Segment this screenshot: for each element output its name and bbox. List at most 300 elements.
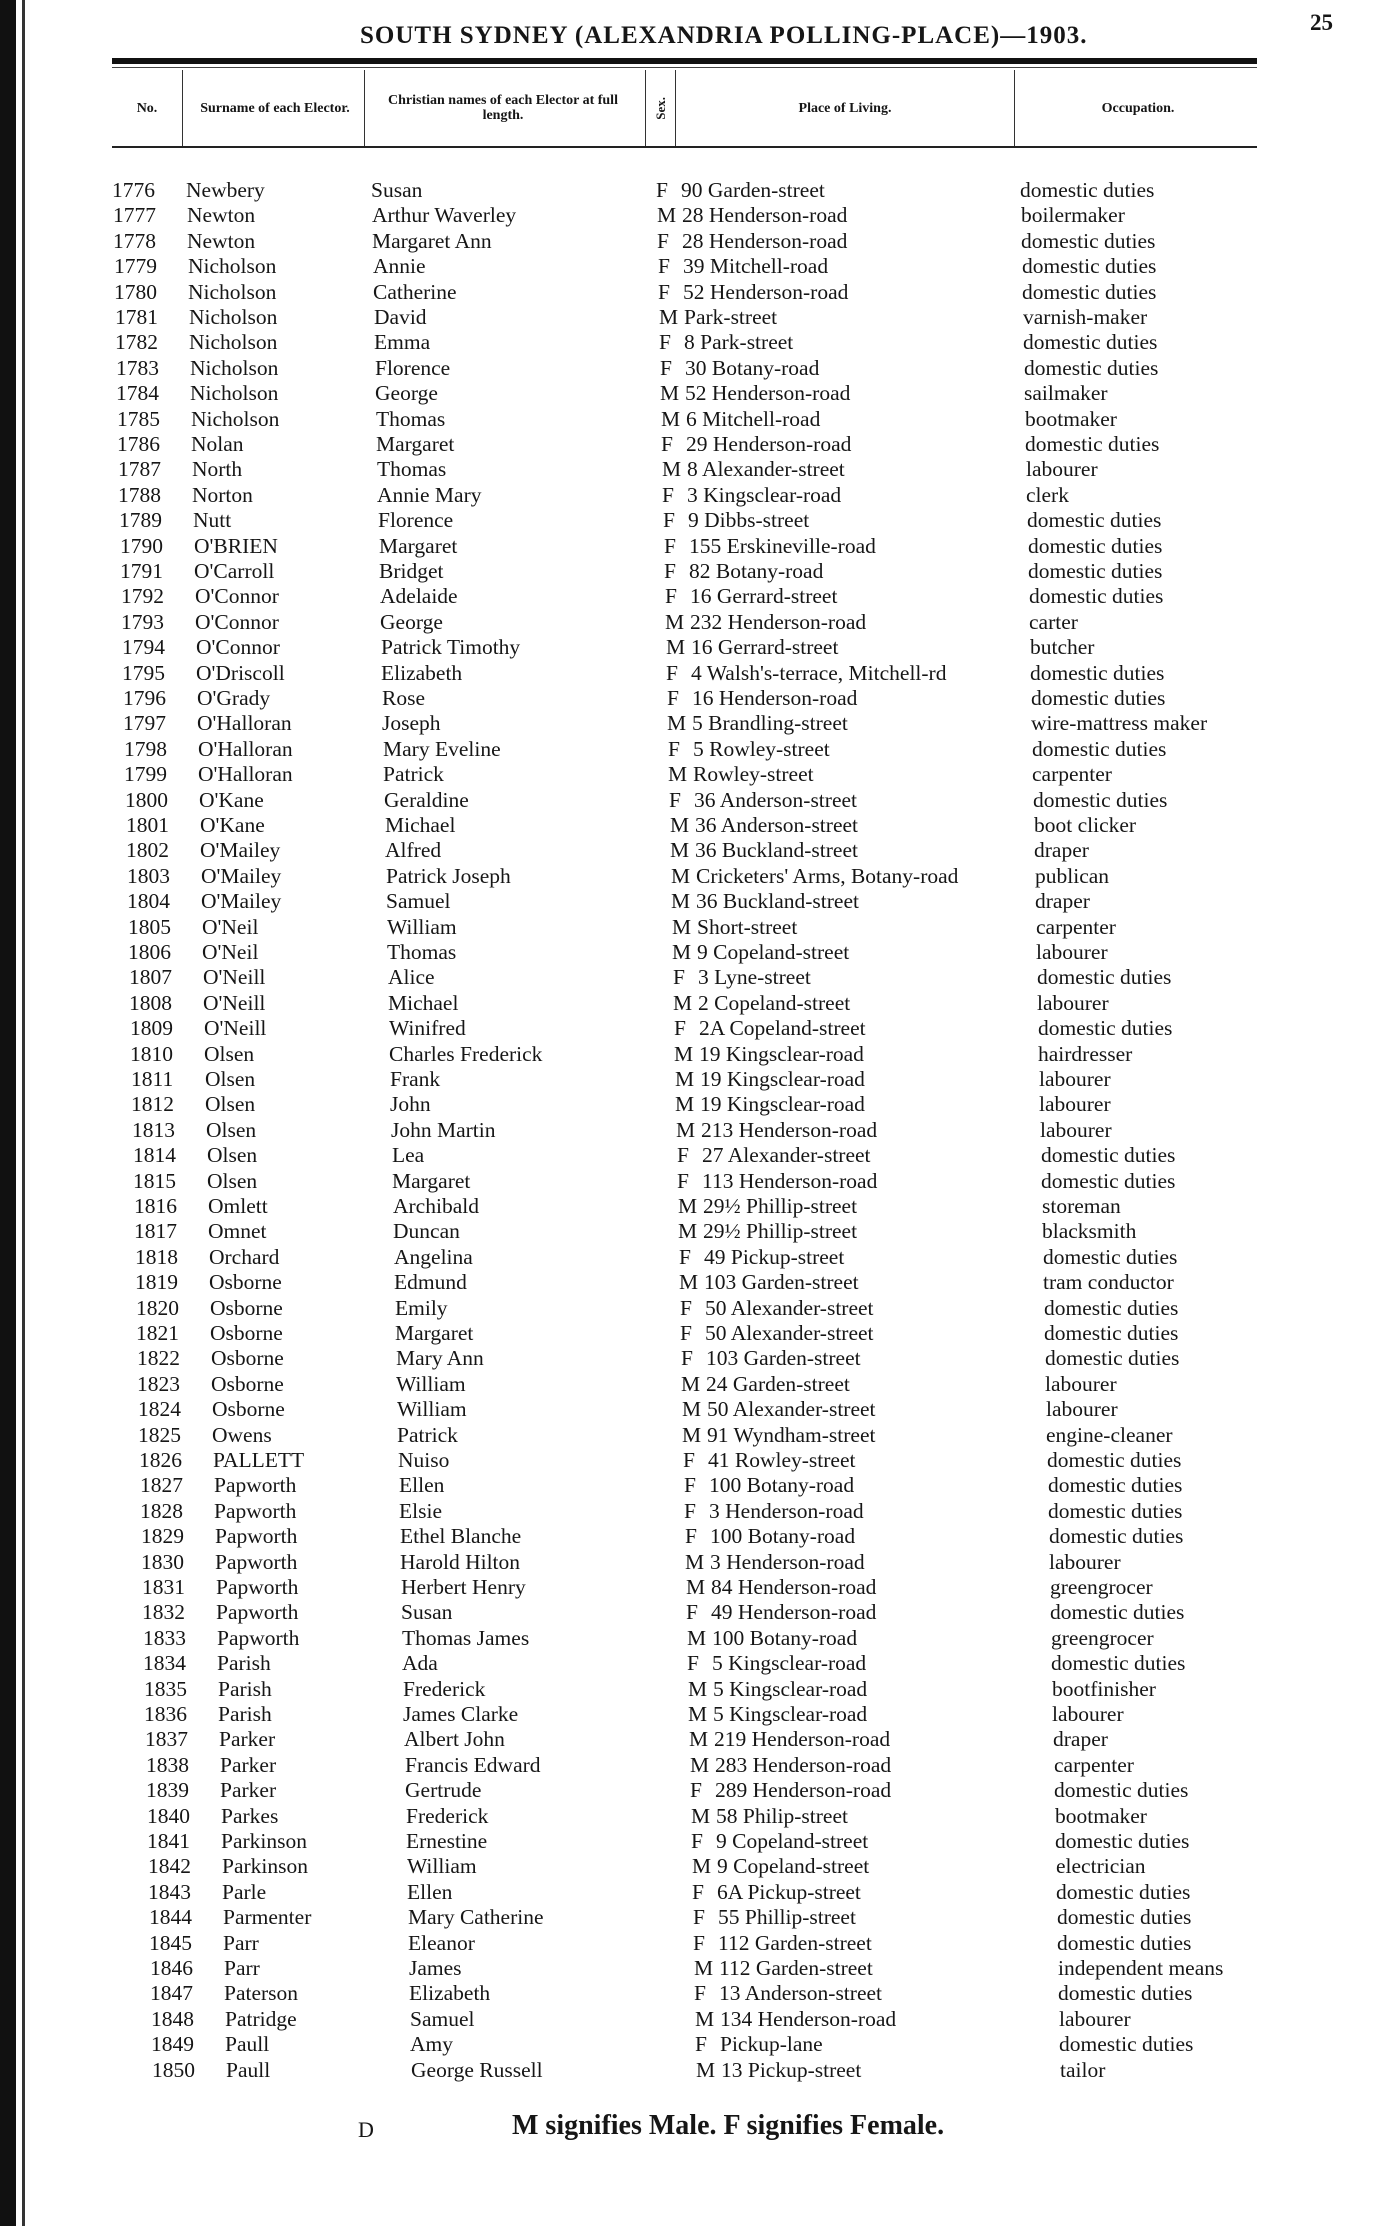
elector-surname: O'Kane — [200, 813, 265, 837]
elector-surname: Osborne — [211, 1346, 284, 1371]
elector-number: 1835 — [144, 1676, 187, 1701]
elector-christian-names: George — [375, 381, 438, 406]
elector-sex: M — [687, 1625, 707, 1650]
elector-occupation: carter — [1029, 609, 1078, 634]
elector-number: 1787 — [118, 457, 161, 482]
elector-sex: M — [673, 990, 693, 1015]
elector-number: 1837 — [145, 1727, 188, 1752]
table-row — [0, 1118, 1382, 1143]
elector-occupation: publican — [1035, 863, 1110, 888]
elector-number: 1841 — [147, 1829, 190, 1853]
elector-sex: M — [675, 1067, 695, 1091]
elector-place-of-living: 19 Kingsclear-road — [700, 1067, 865, 1091]
elector-number: 1814 — [133, 1143, 176, 1168]
elector-occupation: varnish-maker — [1023, 305, 1148, 329]
table-row — [0, 1219, 1382, 1244]
column-header-no: No. — [136, 100, 158, 116]
table-row — [0, 1397, 1382, 1422]
elector-sex: F — [684, 1473, 696, 1498]
elector-number: 1809 — [130, 1016, 173, 1041]
table-row — [0, 2007, 1382, 2032]
elector-number: 1806 — [128, 940, 171, 964]
elector-occupation: labourer — [1026, 457, 1098, 482]
elector-surname: Olsen — [207, 1143, 258, 1168]
elector-occupation: domestic duties — [1031, 686, 1166, 710]
elector-christian-names: Patrick Joseph — [386, 863, 511, 888]
table-row — [0, 407, 1382, 432]
elector-sex: M — [681, 1371, 701, 1396]
table-row — [0, 1372, 1382, 1397]
elector-surname: Orchard — [209, 1244, 280, 1269]
elector-occupation: tram conductor — [1043, 1270, 1174, 1295]
elector-surname: Newbery — [186, 178, 265, 202]
elector-surname: PALLETT — [213, 1448, 305, 1472]
elector-christian-names: Margaret — [379, 533, 458, 558]
table-row — [0, 813, 1382, 838]
elector-place-of-living: Rowley-street — [693, 762, 814, 787]
table-row — [0, 661, 1382, 686]
table-row — [0, 1626, 1382, 1651]
elector-sex: F — [669, 787, 681, 812]
elector-number: 1800 — [125, 787, 168, 812]
elector-christian-names: John — [390, 1092, 431, 1117]
elector-number: 1848 — [151, 2006, 194, 2031]
table-row — [0, 457, 1382, 482]
table-row — [0, 229, 1382, 254]
table-row — [0, 1092, 1382, 1117]
elector-sex: M — [670, 813, 690, 837]
elector-place-of-living: 52 Henderson-road — [683, 279, 849, 304]
elector-place-of-living: 9 Copeland-street — [697, 940, 850, 964]
elector-occupation: sailmaker — [1024, 381, 1108, 406]
elector-sex: F — [665, 584, 677, 609]
elector-sex: M — [690, 1752, 710, 1777]
elector-place-of-living: 213 Henderson-road — [701, 1117, 878, 1142]
elector-number: 1828 — [140, 1498, 183, 1523]
elector-sex: F — [686, 1600, 698, 1625]
elector-occupation: domestic duties — [1038, 1016, 1173, 1041]
elector-sex: M — [671, 889, 691, 914]
page-number: 25 — [1310, 10, 1333, 35]
elector-surname: Nolan — [191, 432, 244, 456]
elector-occupation: domestic duties — [1020, 178, 1155, 202]
elector-place-of-living: 5 Brandling-street — [692, 711, 848, 736]
elector-place-of-living: 3 Henderson-road — [710, 1549, 865, 1574]
elector-place-of-living: 113 Henderson-road — [702, 1168, 878, 1193]
elector-surname: O'Mailey — [201, 863, 282, 888]
elector-occupation: labourer — [1039, 1092, 1111, 1117]
elector-surname: Parr — [223, 1930, 259, 1955]
page-title: SOUTH SYDNEY (ALEXANDRIA POLLING-PLACE)—1903. — [360, 22, 1088, 49]
elector-christian-names: Mary Eveline — [383, 736, 501, 761]
elector-christian-names: Harold Hilton — [400, 1549, 521, 1574]
elector-christian-names: Elizabeth — [409, 1981, 491, 2006]
table-row — [0, 1804, 1382, 1829]
elector-place-of-living: 36 Anderson-street — [695, 813, 859, 837]
elector-place-of-living: 5 Kingsclear-road — [713, 1676, 868, 1701]
table-row — [0, 1677, 1382, 1702]
elector-surname: O'Grady — [197, 686, 271, 710]
elector-sex: F — [694, 1981, 706, 2006]
elector-sex: M — [675, 1092, 695, 1117]
elector-occupation: greengrocer — [1051, 1625, 1154, 1650]
elector-place-of-living: Park-street — [684, 305, 778, 329]
elector-sex: F — [681, 1346, 693, 1371]
elector-place-of-living: 55 Phillip-street — [718, 1905, 856, 1930]
elector-place-of-living: 50 Alexander-street — [705, 1321, 874, 1345]
table-row — [0, 483, 1382, 508]
elector-place-of-living: 5 Kingsclear-road — [713, 1702, 868, 1726]
elector-number: 1834 — [143, 1651, 186, 1676]
table-row — [0, 838, 1382, 863]
elector-christian-names: William — [396, 1371, 466, 1396]
elector-sex: F — [685, 1524, 697, 1549]
elector-place-of-living: 28 Henderson-road — [682, 228, 848, 253]
elector-place-of-living: 100 Botany-road — [709, 1473, 855, 1498]
elector-surname: Parkinson — [221, 1829, 307, 1853]
elector-place-of-living: 50 Alexander-street — [707, 1397, 876, 1422]
elector-sex: M — [659, 305, 679, 329]
elector-sex: F — [684, 1498, 696, 1523]
elector-number: 1829 — [141, 1524, 184, 1549]
elector-surname: Parle — [222, 1879, 267, 1904]
elector-number: 1817 — [134, 1219, 177, 1244]
elector-occupation: labourer — [1049, 1549, 1121, 1574]
elector-surname: Nicholson — [191, 406, 280, 431]
elector-christian-names: Margaret — [392, 1168, 471, 1193]
elector-christian-names: Herbert Henry — [401, 1575, 526, 1599]
elector-number: 1825 — [138, 1422, 181, 1447]
elector-occupation: bootmaker — [1055, 1803, 1147, 1828]
elector-occupation: electrician — [1056, 1854, 1146, 1879]
elector-sex: M — [660, 381, 680, 406]
table-row — [0, 1575, 1382, 1600]
elector-christian-names: Eleanor — [408, 1930, 475, 1955]
elector-christian-names: Florence — [375, 355, 451, 380]
elector-sex: F — [661, 432, 673, 456]
elector-occupation: carpenter — [1036, 914, 1116, 939]
sex-key-note: M signifies Male. F signifies Female. — [512, 2110, 945, 2141]
elector-number: 1822 — [137, 1346, 180, 1371]
table-row — [0, 1423, 1382, 1448]
elector-occupation: domestic duties — [1051, 1651, 1186, 1676]
elector-surname: O'Neill — [203, 990, 266, 1015]
elector-place-of-living: 8 Alexander-street — [687, 457, 845, 482]
elector-number: 1795 — [122, 660, 165, 685]
elector-surname: O'Connor — [196, 635, 280, 660]
table-row — [0, 1346, 1382, 1371]
elector-sex: F — [687, 1651, 699, 1676]
elector-place-of-living: 82 Botany-road — [689, 559, 824, 583]
table-row — [0, 864, 1382, 889]
elector-christian-names: Michael — [388, 990, 459, 1015]
elector-surname: O'Neil — [202, 940, 259, 964]
table-row — [0, 1702, 1382, 1727]
elector-sex: M — [657, 203, 677, 228]
elector-place-of-living: 289 Henderson-road — [715, 1778, 892, 1803]
elector-number: 1799 — [124, 762, 167, 787]
column-divider — [182, 70, 183, 146]
elector-sex: F — [677, 1168, 689, 1193]
elector-surname: Parish — [218, 1702, 272, 1726]
elector-surname: North — [192, 457, 243, 482]
elector-sex: F — [657, 228, 669, 253]
table-row — [0, 1245, 1382, 1270]
elector-place-of-living: 100 Botany-road — [710, 1524, 856, 1549]
elector-christian-names: Annie — [373, 254, 426, 279]
table-row — [0, 788, 1382, 813]
elector-christian-names: Angelina — [394, 1244, 473, 1269]
elector-christian-names: Amy — [410, 2032, 453, 2057]
elector-occupation: labourer — [1036, 940, 1108, 964]
elector-surname: Newton — [187, 203, 256, 228]
elector-surname: Papworth — [216, 1600, 299, 1625]
elector-occupation: domestic duties — [1029, 584, 1164, 609]
elector-sex: F — [683, 1448, 695, 1472]
elector-christian-names: William — [407, 1854, 477, 1879]
elector-christian-names: Alfred — [385, 838, 442, 863]
elector-surname: Nicholson — [190, 355, 279, 380]
elector-number: 1786 — [117, 432, 160, 456]
elector-sex: M — [692, 1854, 712, 1879]
elector-sex: M — [666, 635, 686, 660]
elector-place-of-living: 28 Henderson-road — [682, 203, 848, 228]
elector-number: 1836 — [144, 1702, 187, 1726]
elector-occupation: domestic duties — [1054, 1778, 1189, 1803]
elector-sex: F — [659, 330, 671, 355]
elector-place-of-living: 232 Henderson-road — [690, 609, 867, 634]
elector-surname: Papworth — [217, 1625, 300, 1650]
column-divider — [675, 70, 676, 146]
table-row — [0, 915, 1382, 940]
elector-christian-names: Geraldine — [384, 787, 469, 812]
elector-place-of-living: 5 Rowley-street — [693, 736, 830, 761]
elector-number: 1832 — [142, 1600, 185, 1625]
elector-occupation: domestic duties — [1044, 1321, 1179, 1345]
elector-sex: F — [663, 508, 675, 533]
elector-occupation: domestic duties — [1043, 1244, 1178, 1269]
table-row — [0, 711, 1382, 736]
table-row — [0, 1270, 1382, 1295]
elector-surname: O'Neill — [203, 965, 266, 990]
table-row — [0, 965, 1382, 990]
elector-number: 1840 — [147, 1803, 190, 1828]
elector-occupation: greengrocer — [1050, 1575, 1153, 1599]
elector-surname: O'Carroll — [194, 559, 275, 583]
table-row — [0, 1778, 1382, 1803]
elector-christian-names: Gertrude — [405, 1778, 482, 1803]
elector-christian-names: George — [380, 609, 443, 634]
elector-occupation: domestic duties — [1022, 279, 1157, 304]
elector-occupation: domestic duties — [1041, 1168, 1176, 1193]
elector-christian-names: Annie Mary — [377, 482, 482, 507]
elector-christian-names: Ellen — [399, 1473, 445, 1498]
table-row — [0, 1753, 1382, 1778]
elector-sex: F — [680, 1295, 692, 1320]
elector-sex: M — [688, 1676, 708, 1701]
elector-sex: F — [693, 1930, 705, 1955]
elector-christian-names: Thomas — [387, 940, 457, 964]
elector-christian-names: Thomas — [377, 457, 447, 482]
elector-surname: Patridge — [225, 2006, 297, 2031]
elector-surname: Papworth — [214, 1498, 297, 1523]
elector-occupation: carpenter — [1032, 762, 1112, 787]
elector-sex: M — [678, 1194, 698, 1218]
elector-christian-names: Frank — [390, 1067, 441, 1091]
elector-place-of-living: 58 Philip-street — [716, 1803, 848, 1828]
elector-place-of-living: 50 Alexander-street — [705, 1295, 874, 1320]
elector-sex: M — [689, 1727, 709, 1752]
elector-occupation: wire-mattress maker — [1031, 711, 1208, 736]
elector-place-of-living: 6A Pickup-street — [717, 1879, 861, 1904]
elector-number: 1849 — [151, 2032, 194, 2057]
elector-sex: F — [668, 736, 680, 761]
elector-sex: F — [695, 2032, 707, 2057]
elector-christian-names: George Russell — [411, 2057, 543, 2082]
elector-christian-names: Margaret — [395, 1321, 474, 1345]
elector-christian-names: David — [374, 305, 427, 329]
table-row — [0, 203, 1382, 228]
elector-occupation: labourer — [1045, 1371, 1117, 1396]
table-row — [0, 1880, 1382, 1905]
elector-occupation: boot clicker — [1034, 813, 1137, 837]
table-row — [0, 356, 1382, 381]
elector-sex: M — [665, 609, 685, 634]
elector-christian-names: John Martin — [391, 1117, 496, 1142]
elector-christian-names: Emily — [395, 1295, 448, 1320]
elector-number: 1803 — [127, 863, 170, 888]
elector-number: 1796 — [123, 686, 166, 710]
elector-sex: M — [691, 1803, 711, 1828]
elector-christian-names: Margaret Ann — [372, 228, 492, 253]
elector-sex: F — [690, 1778, 702, 1803]
elector-place-of-living: 29 Henderson-road — [686, 432, 852, 456]
elector-surname: Newton — [187, 228, 256, 253]
elector-occupation: draper — [1035, 889, 1090, 914]
elector-number: 1794 — [122, 635, 165, 660]
column-divider — [364, 70, 365, 146]
elector-surname: O'Neill — [204, 1016, 267, 1041]
elector-sex: M — [672, 914, 692, 939]
table-row — [0, 2058, 1382, 2083]
elector-surname: Paterson — [224, 1981, 299, 2006]
elector-sex: M — [661, 406, 681, 431]
elector-surname: Osborne — [209, 1270, 282, 1295]
elector-surname: Olsen — [206, 1117, 257, 1142]
table-row — [0, 1727, 1382, 1752]
elector-number: 1782 — [115, 330, 158, 355]
elector-number: 1788 — [118, 482, 161, 507]
elector-christian-names: James — [409, 1956, 462, 1980]
header-rule-bottom — [112, 146, 1257, 148]
elector-sex: F — [674, 1016, 686, 1041]
elector-number: 1792 — [121, 584, 164, 609]
elector-occupation: storeman — [1042, 1194, 1121, 1218]
table-row — [0, 1550, 1382, 1575]
elector-number: 1778 — [113, 228, 156, 253]
table-row — [0, 686, 1382, 711]
elector-number: 1797 — [123, 711, 166, 736]
table-row — [0, 1042, 1382, 1067]
table-row — [0, 330, 1382, 355]
elector-christian-names: Nuiso — [398, 1448, 450, 1472]
elector-sex: M — [688, 1702, 708, 1726]
elector-occupation: domestic duties — [1048, 1498, 1183, 1523]
elector-occupation: domestic duties — [1056, 1879, 1191, 1904]
table-row — [0, 762, 1382, 787]
elector-number: 1844 — [149, 1905, 192, 1930]
elector-number: 1811 — [131, 1067, 174, 1091]
elector-place-of-living: 29½ Phillip-street — [703, 1194, 858, 1218]
elector-christian-names: Edmund — [394, 1270, 467, 1295]
elector-sex: F — [664, 533, 676, 558]
elector-occupation: bootfinisher — [1052, 1676, 1156, 1701]
elector-christian-names: Ernestine — [406, 1829, 488, 1853]
elector-christian-names: Thomas — [376, 406, 446, 431]
table-row — [0, 1169, 1382, 1194]
elector-number: 1827 — [140, 1473, 183, 1498]
elector-christian-names: Frederick — [403, 1676, 486, 1701]
elector-occupation: carpenter — [1054, 1752, 1134, 1777]
elector-surname: Osborne — [210, 1321, 283, 1345]
table-row — [0, 940, 1382, 965]
elector-occupation: domestic duties — [1058, 1981, 1193, 2006]
elector-sex: F — [680, 1321, 692, 1345]
elector-number: 1791 — [120, 559, 163, 583]
elector-number: 1798 — [124, 736, 167, 761]
elector-number: 1839 — [146, 1778, 189, 1803]
elector-occupation: domestic duties — [1030, 660, 1165, 685]
table-row — [0, 1067, 1382, 1092]
elector-christian-names: Catherine — [373, 279, 457, 304]
elector-sex: F — [679, 1244, 691, 1269]
elector-christian-names: William — [387, 914, 457, 939]
column-divider — [1014, 70, 1015, 146]
table-row — [0, 1499, 1382, 1524]
elector-christian-names: Lea — [392, 1143, 425, 1168]
elector-place-of-living: 219 Henderson-road — [714, 1727, 891, 1752]
elector-christian-names: Frederick — [406, 1803, 489, 1828]
elector-place-of-living: 16 Henderson-road — [692, 686, 858, 710]
elector-christian-names: Francis Edward — [405, 1752, 541, 1777]
elector-christian-names: Thomas James — [402, 1625, 530, 1650]
table-row — [0, 178, 1382, 203]
elector-occupation: butcher — [1030, 635, 1095, 660]
table-row — [0, 1194, 1382, 1219]
elector-christian-names: Mary Ann — [396, 1346, 484, 1371]
elector-number: 1847 — [150, 1981, 193, 2006]
table-row — [0, 610, 1382, 635]
table-row — [0, 1829, 1382, 1854]
elector-christian-names: Joseph — [382, 711, 441, 736]
elector-christian-names: Charles Frederick — [389, 1041, 543, 1066]
elector-number: 1790 — [120, 533, 163, 558]
elector-sex: M — [678, 1219, 698, 1244]
elector-sex: F — [666, 660, 678, 685]
elector-occupation: boilermaker — [1021, 203, 1125, 228]
elector-number: 1843 — [148, 1879, 191, 1904]
elector-sex: M — [682, 1397, 702, 1422]
elector-sex: M — [672, 940, 692, 964]
elector-place-of-living: 9 Copeland-street — [716, 1829, 869, 1853]
elector-surname: O'Driscoll — [196, 660, 285, 685]
elector-surname: Nicholson — [188, 254, 277, 279]
elector-place-of-living: 52 Henderson-road — [685, 381, 851, 406]
elector-surname: O'Connor — [195, 584, 279, 609]
elector-surname: Olsen — [207, 1168, 258, 1193]
elector-number: 1779 — [114, 254, 157, 279]
elector-occupation: domestic duties — [1027, 508, 1162, 533]
